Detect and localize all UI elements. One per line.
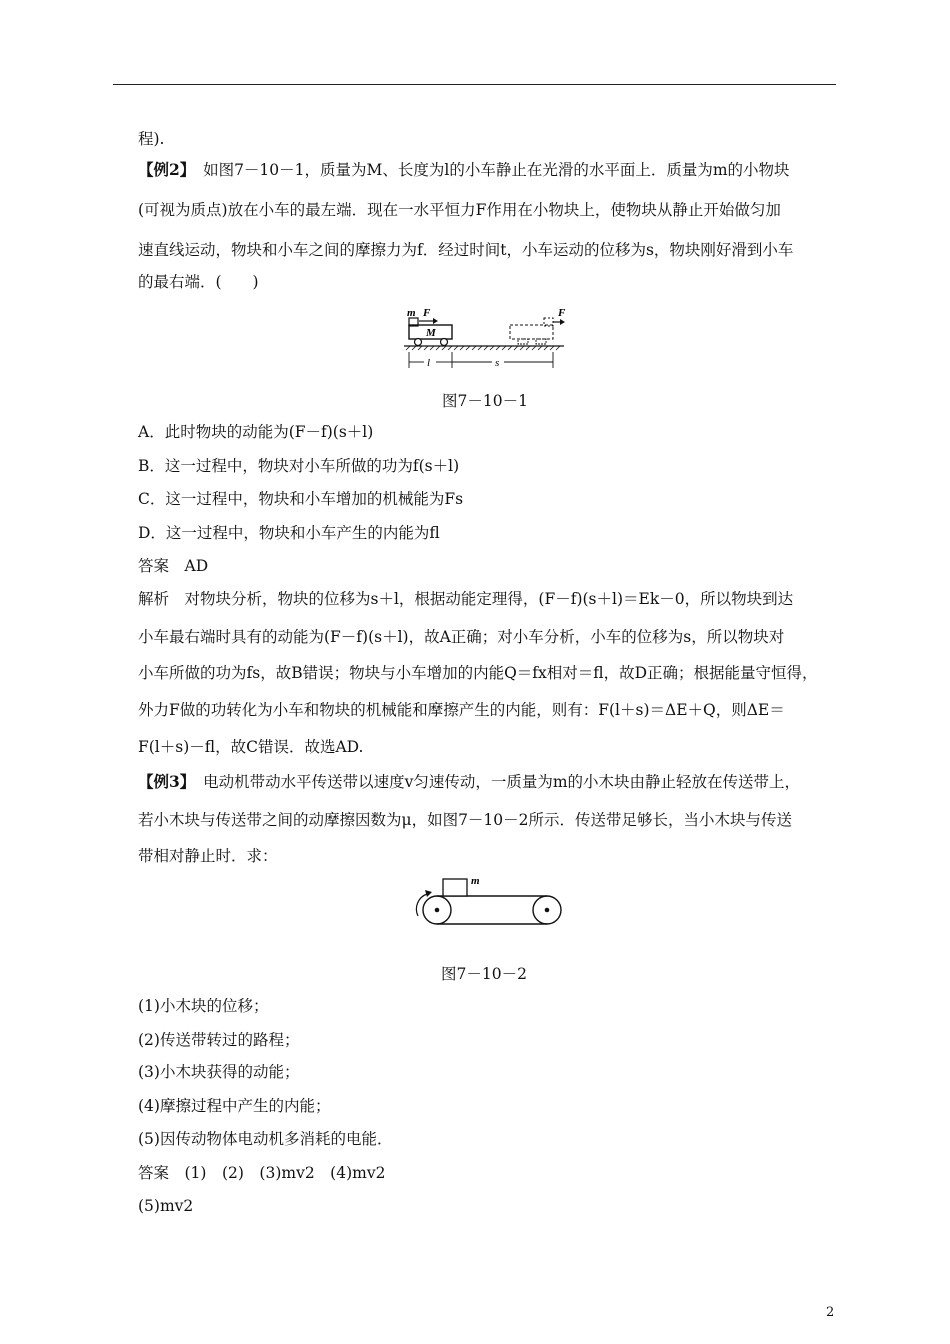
page-number: 2 — [826, 1305, 835, 1320]
example2-line-4: 的最右端．( ) — [138, 273, 259, 291]
example3-answer-5: (5)mv2 — [138, 1197, 194, 1215]
example3-line-1 — [138, 772, 800, 792]
example2-label: 【例2】 — [138, 160, 188, 179]
example2-line-3: 速直线运动，物块和小车之间的摩擦力为f．经过时间t，小车运动的位移为s，物块刚好滑到小车 — [138, 241, 794, 259]
analysis-line-2: 小车最右端时具有的动能为(F－f)(s＋l)，故A正确；对小车分析，小车的位移为s，所以物块对 — [138, 628, 785, 646]
label-F-final: F — [558, 307, 566, 319]
option-d: D．这一过程中，物块和小车产生的内能为fl — [138, 524, 440, 542]
question-5: (5)因传动物体电动机多消耗的电能． — [138, 1130, 393, 1148]
figure-7-10-1 — [400, 300, 570, 380]
example3-answer: 答案 (1) (2) (3)mv2 (4)mv2 — [138, 1164, 386, 1182]
example2-answer: 答案 AD — [138, 557, 209, 575]
option-b: B．这一过程中，物块对小车所做的功为f(s＋l) — [138, 457, 460, 475]
header-rule — [113, 84, 836, 85]
label-l: l — [427, 357, 431, 369]
question-3: (3)小木块获得的动能； — [138, 1063, 300, 1081]
cart-final — [510, 325, 553, 339]
example3-line-3: 带相对静止时．求： — [138, 847, 278, 865]
intro-tail: 程). — [138, 130, 165, 148]
example3-label: 【例3】 — [138, 772, 188, 791]
example2-line-2: (可视为质点)放在小车的最左端．现在一水平恒力F作用在小物块上，使物块从静止开始做匀加 — [138, 201, 781, 219]
wood-block — [443, 879, 467, 896]
analysis-line-3: 小车所做的功为fs，故B错误；物块与小车增加的内能Q＝fx相对＝fl，故D正确；根据能量守恒得， — [138, 664, 818, 682]
label-F: F — [423, 307, 431, 319]
figure-7-10-2-caption: 图7－10－2 — [441, 965, 527, 983]
example3-line-2: 若小木块与传送带之间的动摩擦因数为μ，如图7－10－2所示．传送带足够长，当小木块与传送 — [138, 811, 793, 829]
cart-wheel-left — [415, 339, 422, 346]
label-M: M — [426, 327, 436, 339]
example3-text-1: 电动机带动水平传送带以速度v匀速传动，一质量为m的小木块由静止轻放在传送带上， — [203, 773, 801, 791]
question-1: (1)小木块的位移； — [138, 997, 269, 1015]
analysis-line-5: F(l＋s)－fl，故C错误．故选AD. — [138, 738, 364, 756]
figure-7-10-1-caption: 图7－10－1 — [442, 392, 528, 410]
force-arrow-1 — [433, 318, 438, 324]
question-2: (2)传送带转过的路程； — [138, 1031, 300, 1049]
example2-text-1: 如图7－10－1，质量为M、长度为l的小车静止在光滑的水平面上．质量为m的小物块 — [203, 161, 790, 179]
analysis-line-4: 外力F做的功转化为小车和物块的机械能和摩擦产生的内能，则有：F(l＋s)＝ΔE＋Q，则ΔE＝ — [138, 701, 785, 719]
question-4: (4)摩擦过程中产生的内能； — [138, 1097, 331, 1115]
label-m: m — [407, 307, 416, 319]
analysis-line-1: 解析 对物块分析，物块的位移为s＋l，根据动能定理得，(F－f)(s＋l)＝Ek－0，所以物块到达 — [138, 590, 794, 608]
option-a: A．此时物块的动能为(F－f)(s＋l) — [138, 423, 374, 441]
option-c: C．这一过程中，物块和小车增加的机械能为Fs — [138, 490, 464, 508]
cart-wheel-right — [441, 339, 448, 346]
label-s: s — [495, 357, 500, 369]
figure-7-10-2 — [405, 872, 570, 932]
example2-line-1 — [138, 160, 790, 180]
force-arrow-2 — [560, 319, 565, 325]
label-block-m: m — [471, 875, 480, 887]
